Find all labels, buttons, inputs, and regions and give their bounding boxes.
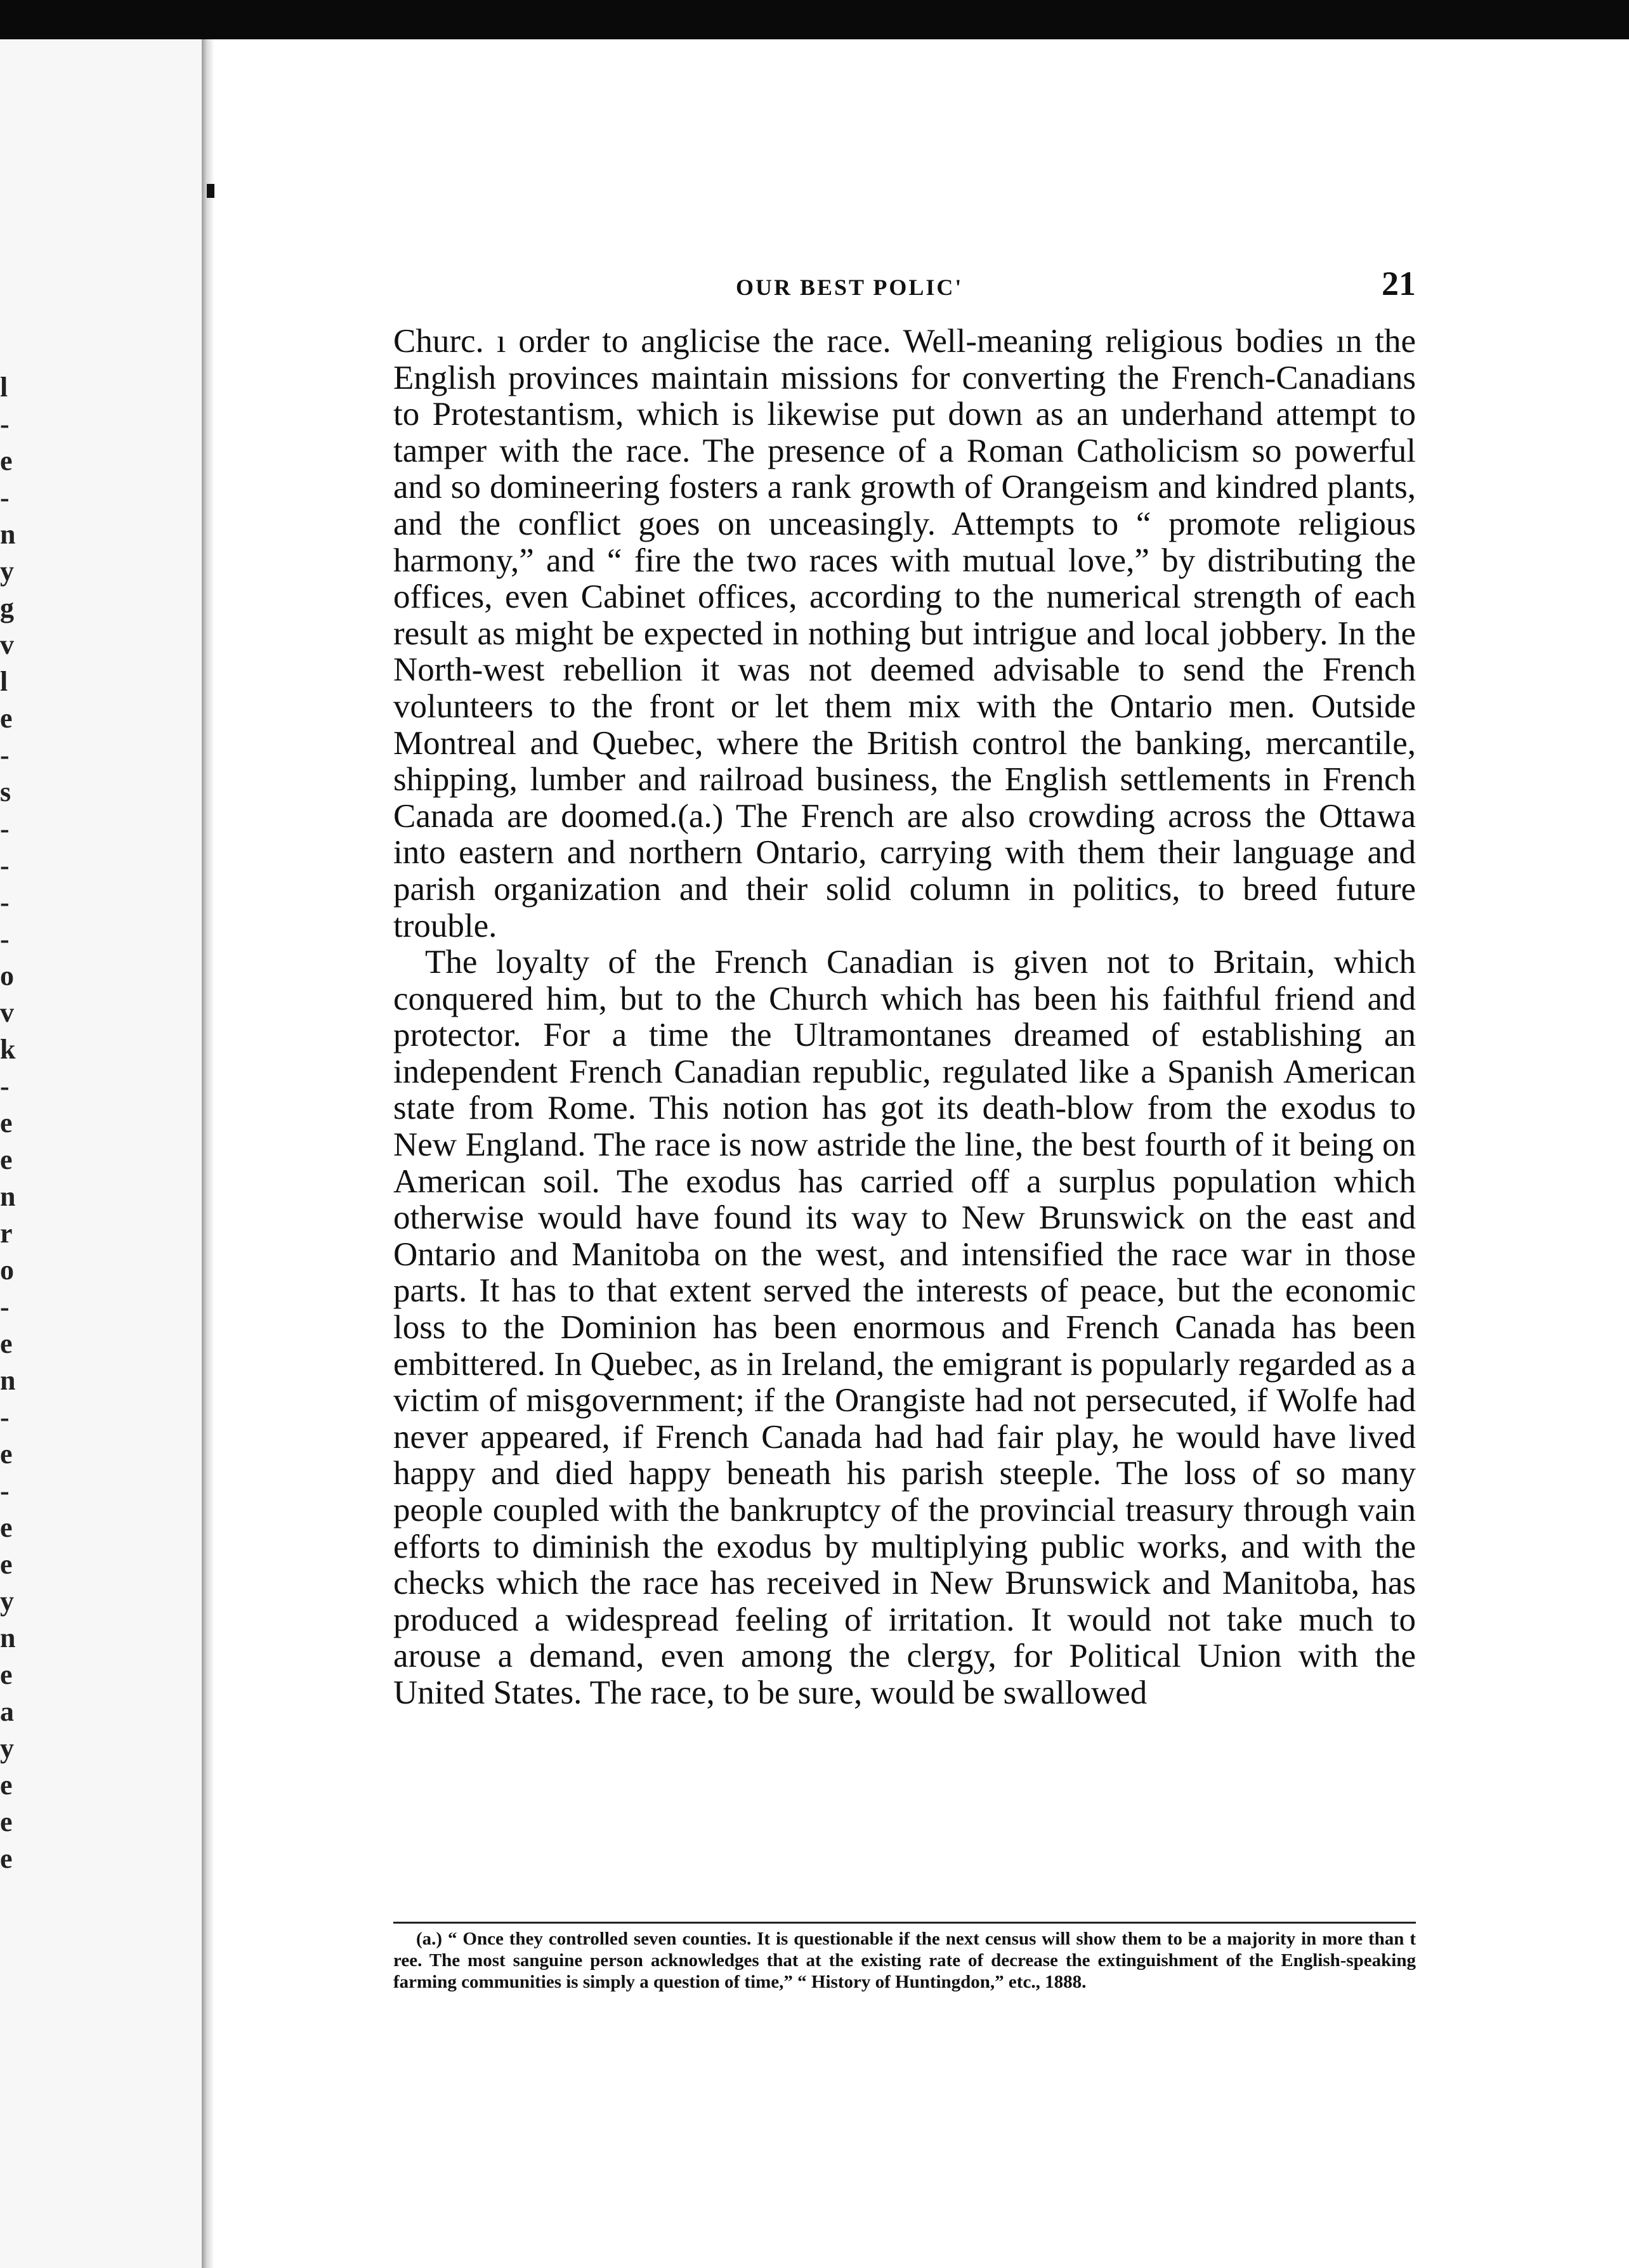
page-header (393, 261, 1416, 306)
left-page-letter: e (0, 445, 13, 476)
paragraph-2: The loyalty of the French Canadian is given not to Britain, which conquered him, but to the Church which has been his faithful friend and protector. For a time the Ultramontanes dreamed of establishing an independent French Canadian republic, regulated like a Spanish American state from Rome. This notion has got its death-blow from the exodus to New England. The race is now astride the line, the best fourth of it being on American soil. The exodus has carried off a surplus population which otherwise would have found its way to New Brunswick on the east and Ontario and Manitoba on the west, and intensified the race war in those parts. It has to that extent served the interests of peace, but the economic loss to the Dominion has been enormous and French Canada has been embittered. In Quebec, as in Ireland, the emigrant is popularly regarded as a victim of misgovernment; if the Orangiste had not persecuted, if Wolfe had never appeared, if French Canada had had fair play, he would have lived happy and died happy beneath his parish steeple. The loss of so many people coupled with the bankruptcy of the provincial treasury through vain efforts to diminish the exodus by multiplying public works, and with the checks which the race has received in New Brunswick and Manitoba, has produced a widespread feeling of irritation. It would not take much to arouse a demand, even among the clergy, for Political Union with the United States. The race, to be sure, would be swallowed (393, 944, 1416, 1711)
left-page-letter: v (0, 629, 14, 660)
footnote (393, 1928, 1416, 1993)
left-page-letter: - (0, 1475, 10, 1506)
footnote-rule (393, 1922, 1416, 1924)
paragraph-1: Churc. ı order to anglicise the race. Well-meaning religious bodies ın the English provinces maintain missions for converting the French-Canadians to Protestantism, which is likewise put down as an underhand attempt to tamper with the race. The presence of a Roman Catholicism so powerful and so domineering fosters a rank growth of Orangeism and kindred plants, and the conflict goes on unceasingly. Attempts to “ promote religious harmony,” and “ fire the two races with mutual love,” by distributing the offices, even Cabinet offices, according to the numerical strength of each result as might be expected in nothing but intrigue and local jobbery. In the North-west rebellion it was not deemed advisable to send the French volunteers to the front or let them mix with the Ontario men. Outside Montreal and Quebec, where the British control the banking, mercantile, shipping, lumber and railroad business, the English settlements in French Canada are doomed.(a.) The French are also crowding across the Ottawa into eastern and northern Ontario, carrying with them their language and parish organization and their solid column in politics, to breed future trouble. (393, 323, 1416, 944)
scan-top-band (0, 0, 1629, 39)
left-page-letter: - (0, 813, 10, 844)
left-page-letter: - (0, 408, 10, 440)
left-page-letter: e (0, 1549, 13, 1580)
left-page-letter: y (0, 1586, 14, 1617)
left-page-letter: e (0, 1328, 13, 1359)
left-page-letter: - (0, 887, 10, 918)
left-page-letter: n (0, 1365, 16, 1396)
left-page-letter: - (0, 923, 10, 955)
left-page-letter: e (0, 1769, 13, 1801)
left-page-letter: o (0, 960, 14, 991)
left-page-letter: a (0, 1696, 14, 1727)
left-page-letter: y (0, 1733, 14, 1764)
left-page-letter: e (0, 1107, 13, 1138)
left-page-letter: v (0, 997, 14, 1028)
left-page-letter: e (0, 1438, 13, 1470)
left-page-letter: - (0, 740, 10, 771)
left-page-letter: - (0, 1071, 10, 1102)
left-page-letter: - (0, 1291, 10, 1322)
page-number: 21 (1382, 264, 1416, 303)
left-page-letter: n (0, 1622, 16, 1653)
gutter-mark (207, 184, 214, 198)
left-page-letter: e (0, 1659, 13, 1690)
left-page-edge (0, 39, 202, 2268)
left-page-letter: r (0, 1218, 13, 1249)
left-page-letter: o (0, 1255, 14, 1286)
left-page-letter: - (0, 850, 10, 881)
left-page-letter: - (0, 1402, 10, 1433)
left-page-letter: e (0, 1843, 13, 1874)
left-page-letter: n (0, 519, 16, 550)
left-page-letter: e (0, 703, 13, 734)
body-text (393, 323, 1416, 1712)
left-page-letter: l (0, 372, 8, 403)
left-page-letters (0, 369, 25, 1877)
running-head: OUR BEST POLIC' (736, 275, 964, 300)
left-page-letter: - (0, 482, 10, 513)
page-gutter (202, 39, 214, 2268)
left-page-letter: e (0, 1144, 13, 1175)
left-page-letter: l (0, 666, 8, 697)
left-page-letter: n (0, 1181, 16, 1212)
footnote-text: (a.) “ Once they controlled seven counties. It is questionable if the next census will show them to be a majority in more than t ree. The most sanguine person acknowledges that at the existing rate of decrease the extinguishment of the English-speaking farming communities is simply a question of time,” “ History of Huntingdon,” etc., 1888. (393, 1929, 1416, 1992)
left-page-letter: e (0, 1512, 13, 1543)
left-page-letter: e (0, 1806, 13, 1837)
left-page-letter: g (0, 592, 14, 623)
left-page-letter: k (0, 1034, 16, 1065)
left-page-letter: s (0, 776, 11, 807)
left-page-letter: y (0, 556, 14, 587)
